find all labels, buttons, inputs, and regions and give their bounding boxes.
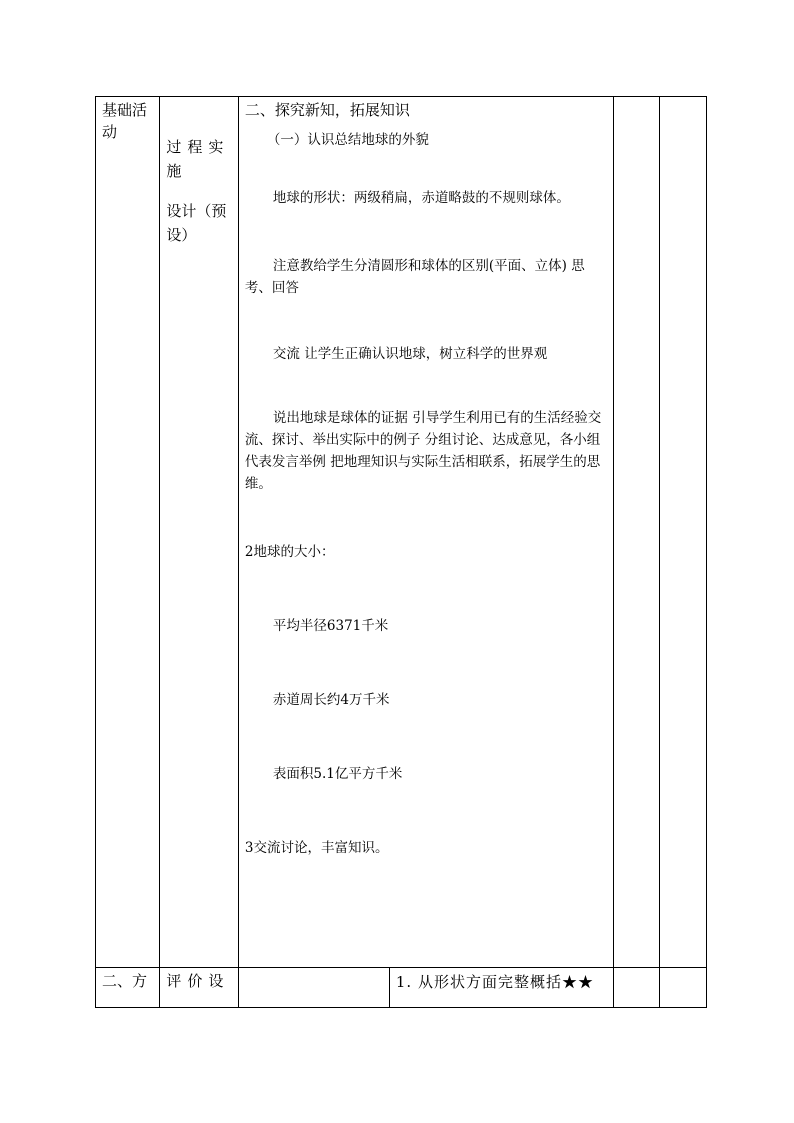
paragraph-radius: 平均半径6371千米 bbox=[272, 618, 389, 634]
stage-cell bbox=[160, 97, 239, 968]
eval-category-label: 二、方 bbox=[102, 972, 148, 990]
paragraph-discussion: 3交流讨论，丰富知识。 bbox=[244, 840, 389, 856]
eval-criteria-text: 1. 从形状方面完整概括★★ bbox=[395, 973, 594, 991]
eval-criteria-cell bbox=[389, 968, 613, 1008]
paragraph-distinguish: 注意教给学生分清圆形和球体的区别(平面、立体) 思考、回答 bbox=[244, 258, 585, 296]
eval-stage-cell bbox=[160, 968, 239, 1008]
stage-label-design: 设计（预设） bbox=[166, 202, 227, 244]
lesson-plan-table bbox=[95, 96, 707, 1008]
eval-empty-cell bbox=[238, 968, 389, 1008]
stage-label-process: 过程实施 bbox=[166, 138, 230, 180]
empty-cell-4 bbox=[614, 97, 659, 968]
paragraph-shape: 地球的形状：两级稍扁，赤道略鼓的不规则球体。 bbox=[272, 190, 570, 206]
paragraph-evidence: 说出地球是球体的证据 引导学生利用已有的生活经验交流、探讨、举出实际中的例子 分组讨论、达成意见，各小组代表发言举例 把地理知识与实际生活相联系，拓展学生的思维。 bbox=[244, 410, 602, 492]
content-cell bbox=[238, 97, 613, 968]
process-row bbox=[96, 97, 707, 968]
eval-category-cell bbox=[96, 968, 160, 1008]
paragraph-circumference: 赤道周长约4万千米 bbox=[272, 692, 390, 708]
section-heading: 二、探究新知，拓展知识 bbox=[244, 101, 410, 119]
category-label: 基础活动 bbox=[102, 101, 148, 141]
empty-cell-5 bbox=[659, 97, 706, 968]
paragraph-exchange: 交流 让学生正确认识地球，树立科学的世界观 bbox=[272, 346, 548, 362]
eval-empty-cell-4 bbox=[614, 968, 659, 1008]
section-subheading: （一）认识总结地球的外貌 bbox=[266, 132, 429, 148]
paragraph-area: 表面积5.1亿平方千米 bbox=[272, 766, 403, 782]
paragraph-size-heading: 2地球的大小： bbox=[244, 544, 335, 560]
eval-empty-cell-5 bbox=[659, 968, 706, 1008]
evaluation-row bbox=[96, 968, 707, 1008]
category-cell bbox=[96, 97, 160, 968]
eval-stage-label: 评价设 bbox=[166, 972, 230, 990]
